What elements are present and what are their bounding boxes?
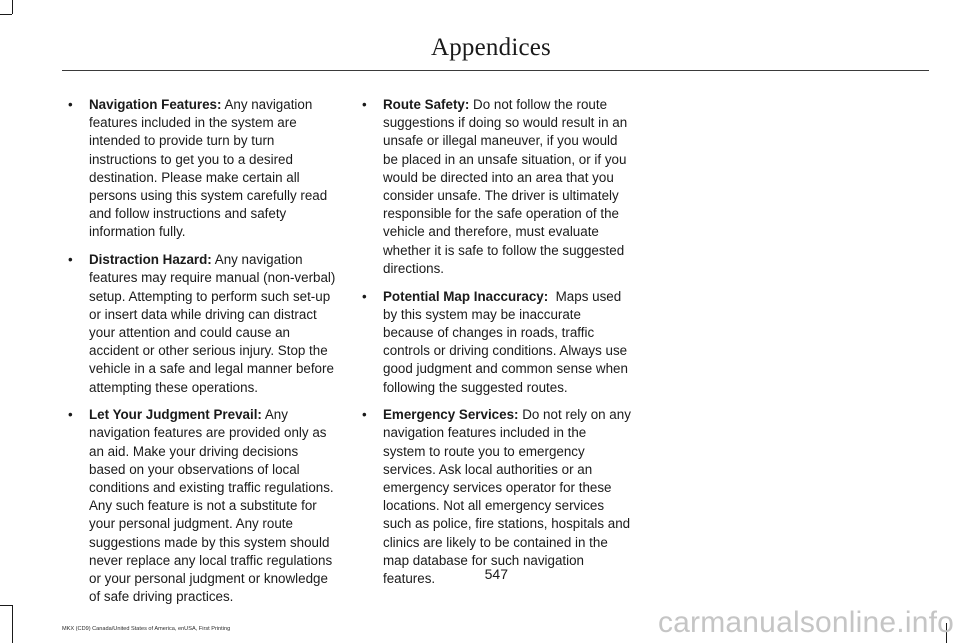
header-divider [62,70,929,71]
page-title: Appendices [430,34,551,61]
watermark: carmanualsonline.info [657,606,954,639]
item-text: Do not rely on any navigation features included in the system to route you to emergency services. Ask local authorities or an emergency services operator for these locations. Not all emergency services such as police, fire stations, hospitals and clinics are likely to be contained in the map database for such navigation features. [383,407,631,587]
page-number: 547 [484,566,508,582]
item-text: Maps used by this system may be inaccurate because of changes in roads, traffic controls or driving conditions. Always use good judgment and common sense when following the suggested routes. [383,288,628,395]
bullet-marker: • [68,97,73,112]
bullet-marker: • [68,407,73,423]
crop-mark-bottom-left-vertical [12,605,13,643]
item-term: Distraction Hazard: [89,252,212,268]
crop-mark-bottom-left-horizontal [0,605,12,606]
item-term: Potential Map Inaccuracy: [383,288,549,304]
bullet-marker: • [362,407,367,423]
left-column-list [68,96,336,616]
item-text: Any navigation features included in the system are intended to provide turn by turn instructions to get you to a desired destination. Please make certain all persons using this system carefully read and follow instructions and safety information fully. [89,97,328,240]
bullet-marker: • [68,252,73,268]
item-term: Route Safety: [383,97,470,112]
right-column-list [362,96,632,598]
item-text: Any navigation features are provided only as an aid. Make your driving decisions based on your observations of local conditions and existing traffic regulations. Any such feature is not a substitute for your personal judgment. Any route suggestions made by this system should never replace any local traffic regulations or your personal judgment or knowledge of safe driving practices. [89,407,334,605]
item-term: Let Your Judgment Prevail: [89,407,262,423]
item-text: Do not follow the route suggestions if doing so would result in an unsafe or illegal maneuver, if you would be placed in an unsafe situation, or if you would be directed into an area that you consider unsafe. The driver is ultimately responsible for the safe operation of the vehicle and therefore, must evaluate whether it is safe to follow the suggested directions. [383,97,628,276]
list-item-distraction-hazard [68,251,336,397]
footer-edition-text: MKX (CD9) Canada/United States of America, enUSA, First Printing [62,626,231,632]
item-text: Any navigation features may require manual (non-verbal) setup. Attempting to perform such set-up or insert data while driving can distract your attention and could cause an accident or other serious injury. Stop the vehicle in a safe and legal manner before attempting these operations. [89,252,336,395]
item-term: Navigation Features: [89,97,222,112]
crop-mark-top-left-vertical [12,0,13,14]
list-item-potential-map-inaccuracy [362,288,632,397]
bullet-marker: • [362,97,367,112]
crop-mark-top-left-horizontal [0,14,12,15]
bullet-marker: • [362,288,367,304]
list-item-route-safety [362,96,632,278]
item-term: Emergency Services: [383,407,519,423]
list-item-emergency-services [362,406,632,588]
list-item-navigation-features [68,96,336,242]
